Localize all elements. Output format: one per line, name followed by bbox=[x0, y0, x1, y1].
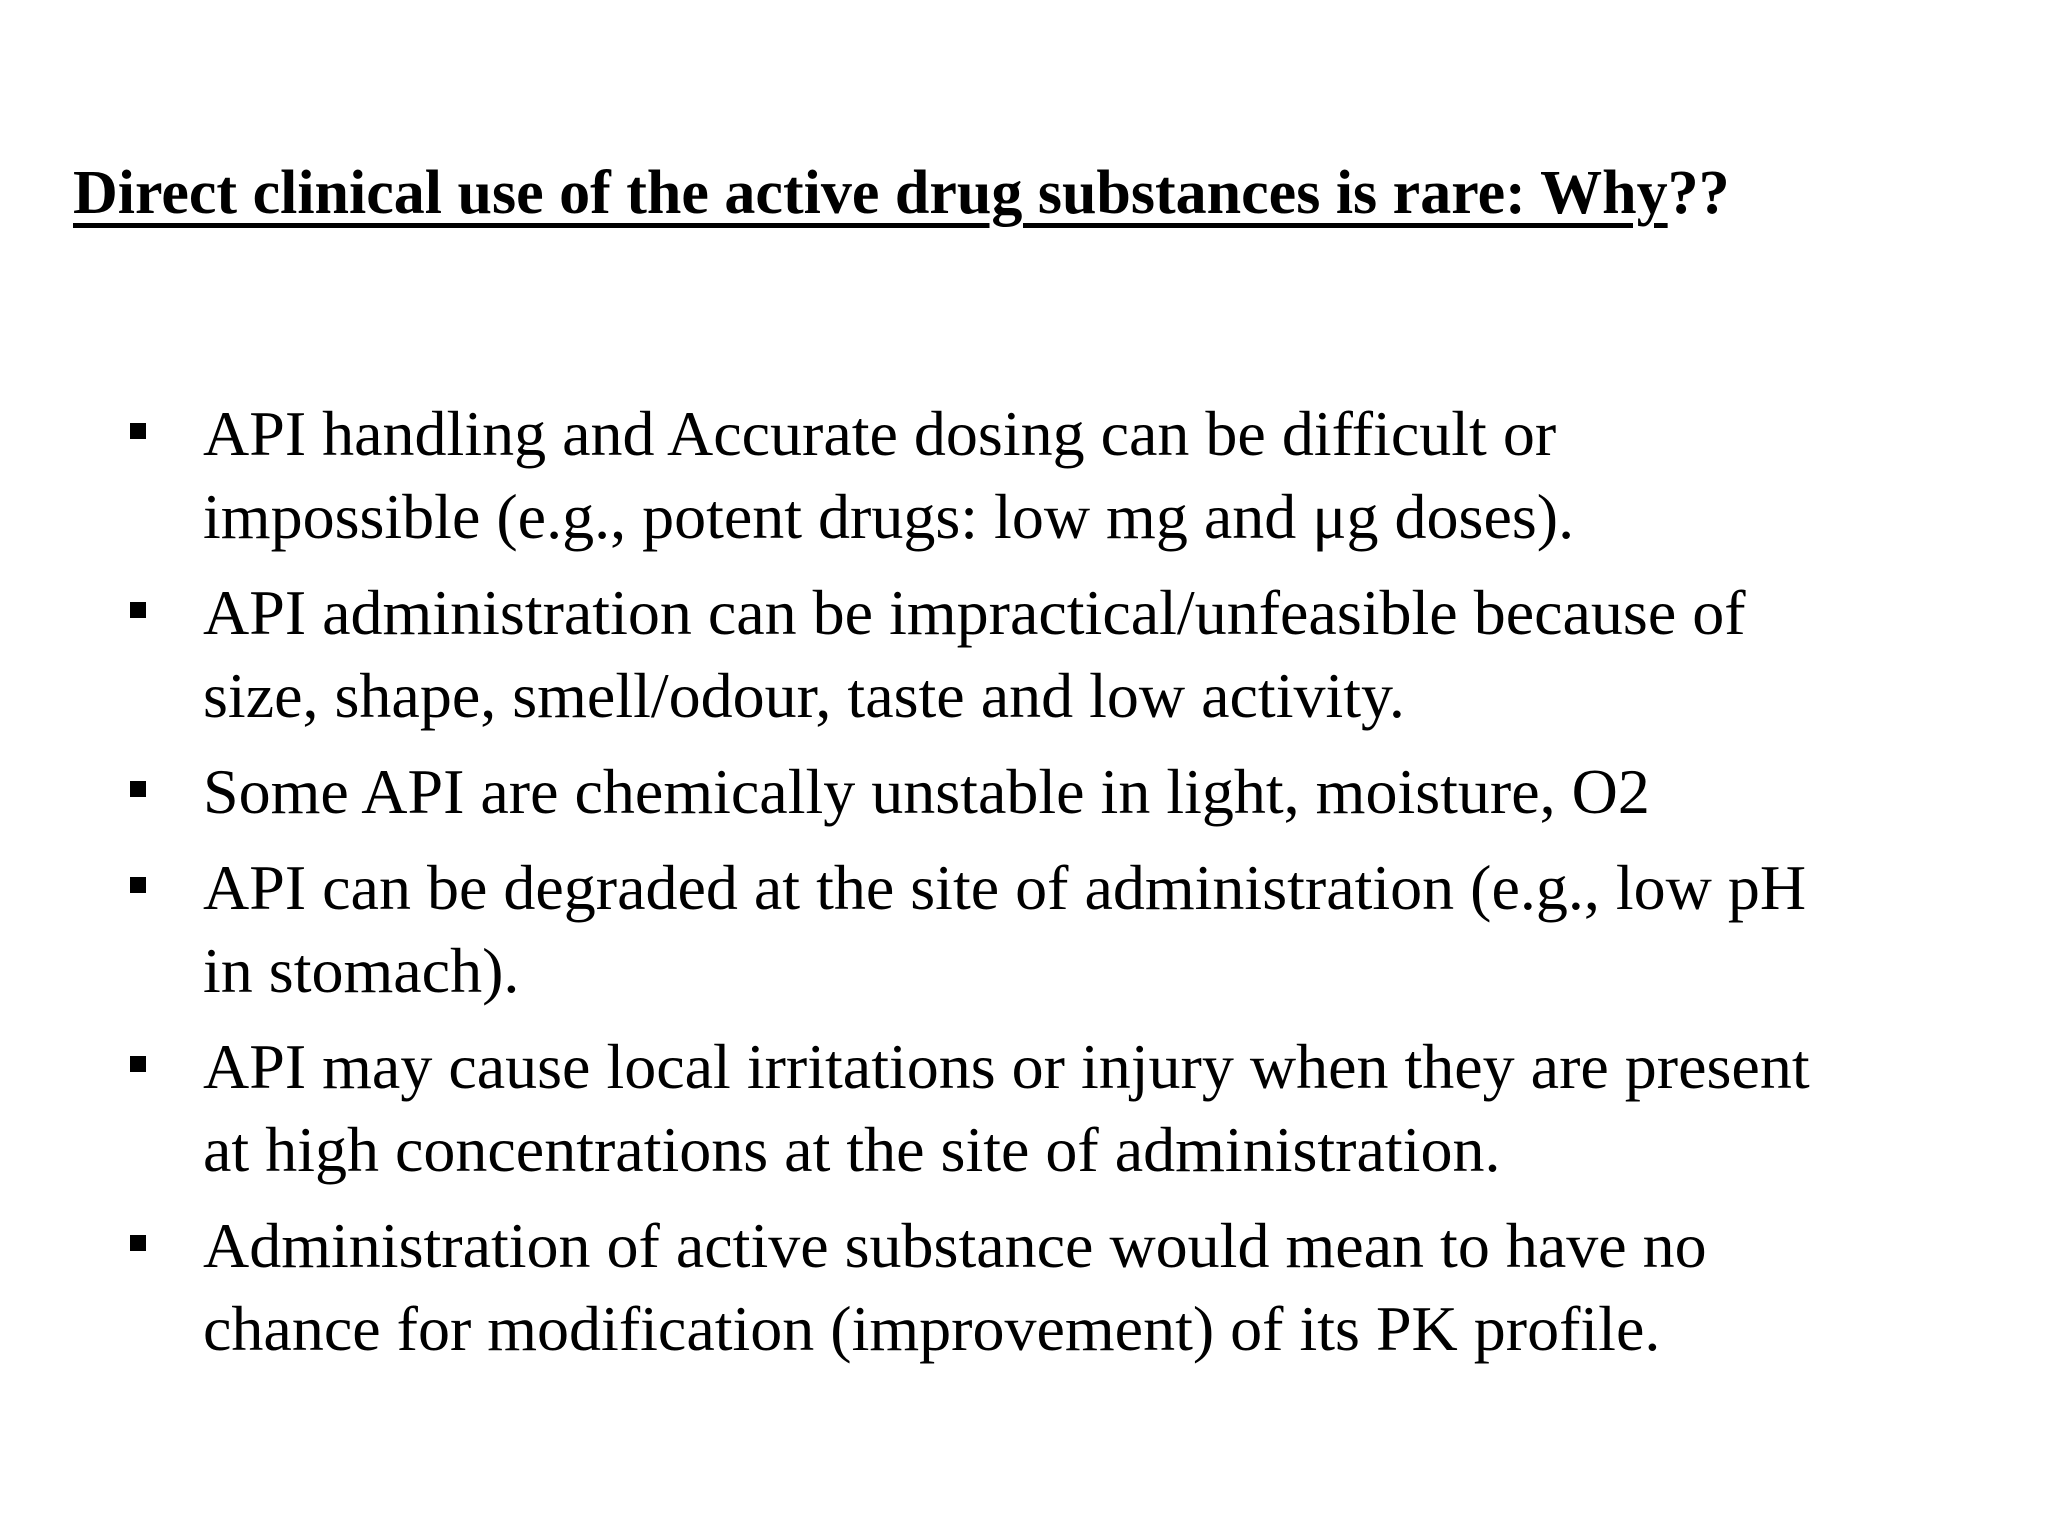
bullet-line: in stomach). bbox=[203, 935, 520, 1006]
bullet-line: at high concentrations at the site of administration. bbox=[203, 1114, 1501, 1185]
bullet-item bbox=[0, 1025, 2048, 1191]
bullet-line: chance for modification (improvement) of its PK profile. bbox=[203, 1293, 1661, 1364]
square-bullet-icon bbox=[130, 877, 146, 893]
bullet-line: Some API are chemically unstable in light, moisture, O2 bbox=[203, 756, 1650, 827]
bullet-item bbox=[0, 846, 2048, 1012]
square-bullet-icon bbox=[130, 1056, 146, 1072]
slide-title bbox=[73, 158, 1730, 229]
slide-title-underlined: Direct clinical use of the active drug substances is rare: Why bbox=[73, 159, 1668, 227]
bullet-line: size, shape, smell/odour, taste and low activity. bbox=[203, 660, 1405, 731]
square-bullet-icon bbox=[130, 1235, 146, 1251]
bullet-line: API can be degraded at the site of administration (e.g., low pH bbox=[203, 852, 1807, 923]
bullet-item bbox=[0, 392, 2048, 558]
bullet-list bbox=[0, 392, 2048, 1383]
bullet-item bbox=[0, 571, 2048, 737]
square-bullet-icon bbox=[130, 781, 146, 797]
bullet-item bbox=[0, 1204, 2048, 1370]
square-bullet-icon bbox=[130, 602, 146, 618]
bullet-line: API handling and Accurate dosing can be difficult or bbox=[203, 398, 1557, 469]
bullet-line: Administration of active substance would mean to have no bbox=[203, 1210, 1707, 1281]
bullet-line: impossible (e.g., potent drugs: low mg and μg doses). bbox=[203, 481, 1575, 552]
bullet-item bbox=[0, 750, 2048, 833]
square-bullet-icon bbox=[130, 423, 146, 439]
bullet-line: API administration can be impractical/unfeasible because of bbox=[203, 577, 1746, 648]
slide-title-suffix: ?? bbox=[1667, 159, 1730, 227]
bullet-line: API may cause local irritations or injury when they are present bbox=[203, 1031, 1810, 1102]
